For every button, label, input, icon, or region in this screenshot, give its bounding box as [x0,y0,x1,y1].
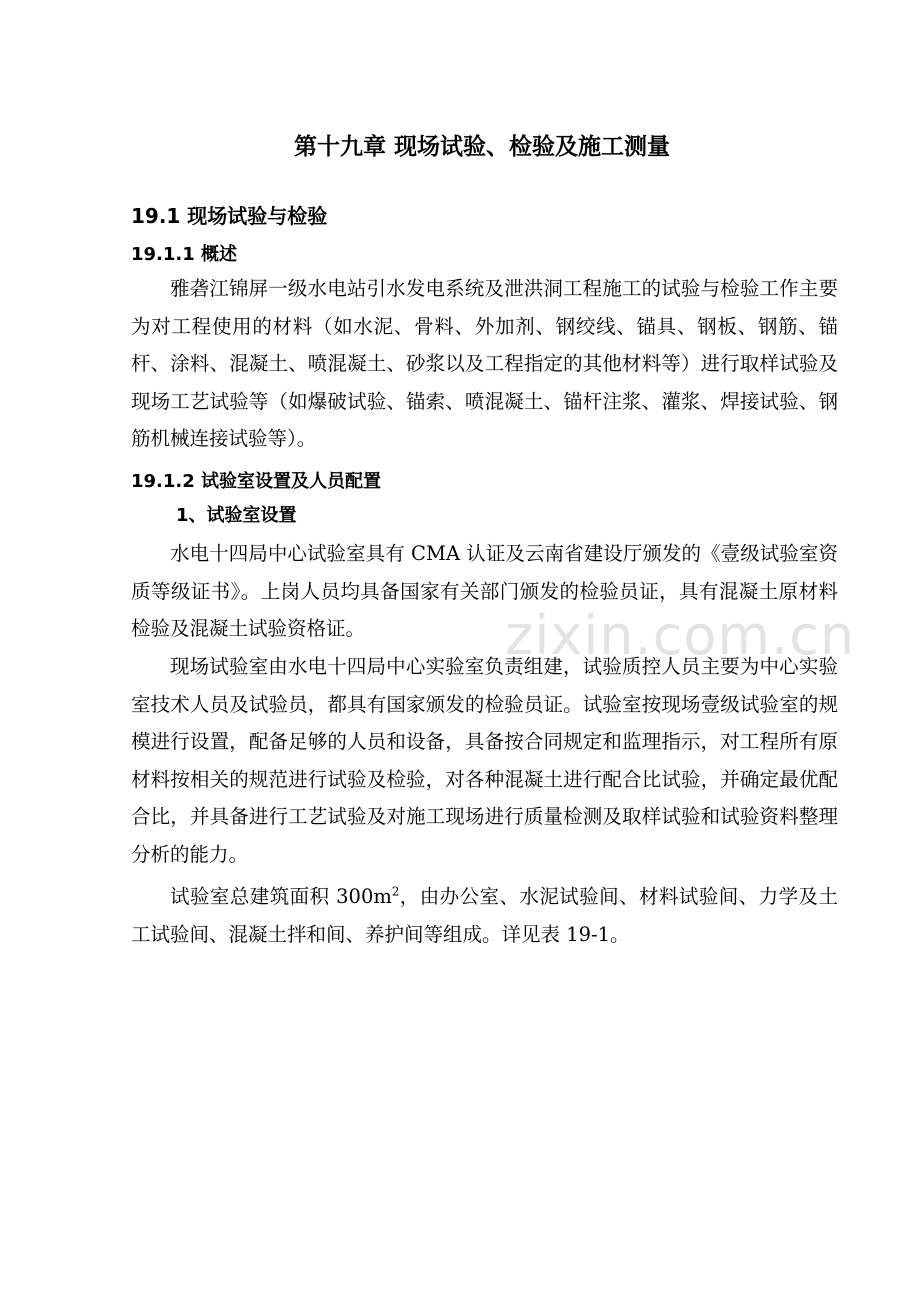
section-heading: 19.1 现场试验与检验 [131,204,328,228]
subsection-heading-lab-setup: 19.1.2 试验室设置及人员配置 [131,471,382,492]
lab-area-text-end: ，由办公室、水泥试验间、材料试验间、力学及土工试验间、混凝土拌和间、养护间等组成。详见表 19-1。 [131,885,838,946]
paragraph-site-lab: 现场试验室由水电十四局中心实验室负责组建，试验质控人员主要为中心实验室技术人员及试验员，都具有国家颁发的检验员证。试验室按现场壹级试验室的规模进行设置，配备足够的人员和设备，具备按合同规定和监理指示，对工程所有原材料按相关的规范进行试验及检验，对各种混凝土进行配合比试验，并确定最优配合比，并具备进行工艺试验及对施工现场进行质量检测及取样试验和试验资料整理分析的能力。 [131,655,838,866]
chapter-title: 第十九章 现场试验、检验及施工测量 [293,134,670,160]
paragraph-overview: 雅砻江锦屏一级水电站引水发电系统及泄洪洞工程施工的试验与检验工作主要为对工程使用的材料（如水泥、骨料、外加剂、钢绞线、锚具、钢板、钢筋、锚杆、涂料、混凝土、喷混凝土、砂浆以及工程指定的其他材料等）进行取样试验及现场工艺试验等（如爆破试验、锚索、喷混凝土、锚杆注浆、灌浆、焊接试验、钢筋机械连接试验等）。 [131,277,838,450]
paragraph-lab-area [131,878,838,953]
lab-area-text-start: 试验室总建筑面积 300m [170,885,392,908]
subsection-heading-overview: 19.1.1 概述 [131,244,238,265]
item-heading-lab-setup: 1、试验室设置 [176,505,297,526]
paragraph-lab-qualification: 水电十四局中心试验室具有 CMA 认证及云南省建设厅颁发的《壹级试验室资质等级证书》。上岗人员均具备国家有关部门颁发的检验员证，具有混凝土原材料检验及混凝土试验资格证。 [131,542,838,640]
superscript-2: 2 [391,884,400,899]
watermark: zixin.com.cn [505,604,856,667]
